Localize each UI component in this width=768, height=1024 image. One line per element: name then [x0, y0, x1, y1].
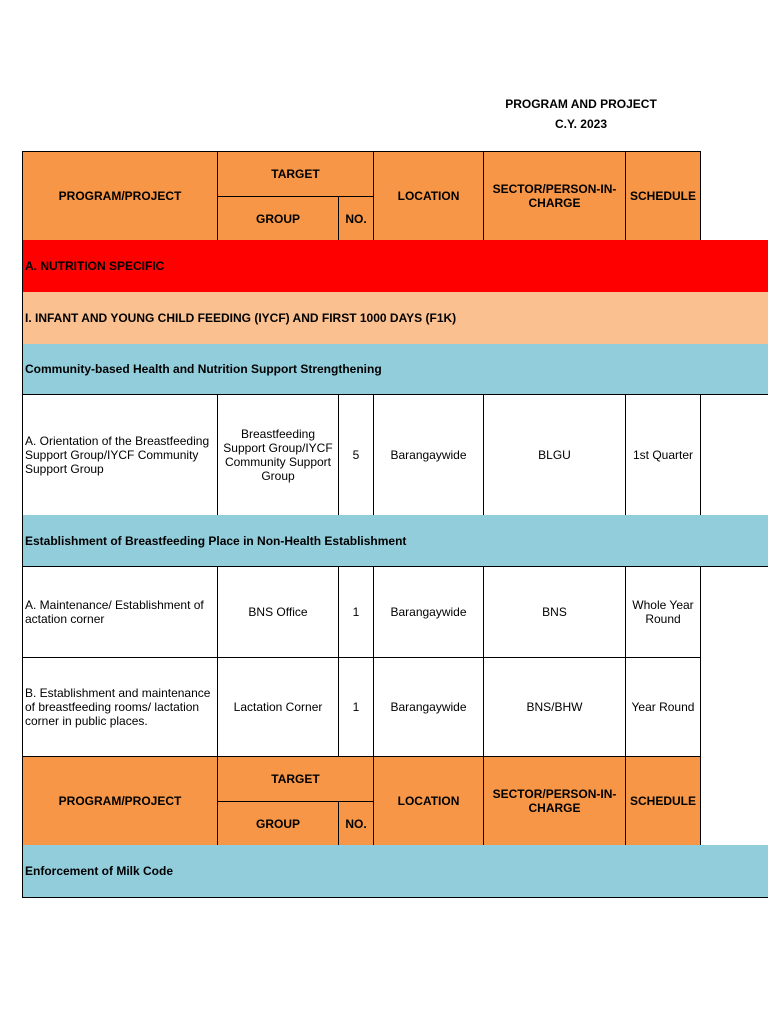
row3-location: Barangaywide: [373, 657, 484, 757]
header2-target: TARGET: [217, 756, 374, 802]
header2-schedule: SCHEDULE: [625, 756, 701, 846]
row2-schedule: Whole Year Round: [625, 566, 701, 658]
header2-group: GROUP: [217, 801, 339, 846]
row3-no: 1: [338, 657, 374, 757]
row1-schedule: 1st Quarter: [625, 394, 701, 516]
row1-program: A. Orientation of the Breastfeeding Support Group/IYCF Community Support Group: [22, 394, 218, 516]
row2-program: A. Maintenance/ Establishment of actation corner: [22, 566, 218, 658]
section-iycf: I. INFANT AND YOUNG CHILD FEEDING (IYCF) AND FIRST 1000 DAYS (F1K): [22, 292, 768, 345]
section-breastfeeding-place: Establishment of Breastfeeding Place in Non-Health Establishment: [22, 515, 768, 567]
header-location: LOCATION: [373, 151, 484, 241]
header-group: GROUP: [217, 196, 339, 241]
row1-group: Breastfeeding Support Group/IYCF Community Support Group: [217, 394, 339, 516]
row2-no: 1: [338, 566, 374, 658]
header-target: TARGET: [217, 151, 374, 197]
header-no: NO.: [338, 196, 374, 241]
header2-sector: SECTOR/PERSON-IN-CHARGE: [483, 756, 626, 846]
header2-no: NO.: [338, 801, 374, 846]
row2-sector: BNS: [483, 566, 626, 658]
row3-sector: BNS/BHW: [483, 657, 626, 757]
section-milk-code: Enforcement of Milk Code: [22, 845, 768, 898]
header2-program: PROGRAM/PROJECT: [22, 756, 218, 846]
row3-group: Lactation Corner: [217, 657, 339, 757]
section-community-support: Community-based Health and Nutrition Support Strengthening: [22, 344, 768, 395]
document-title: [490, 94, 672, 134]
title-line-1: PROGRAM AND PROJECT: [505, 97, 657, 111]
header-schedule: SCHEDULE: [625, 151, 701, 241]
row2-group: BNS Office: [217, 566, 339, 658]
title-line-2: C.Y. 2023: [554, 117, 608, 131]
row1-sector: BLGU: [483, 394, 626, 516]
row2-location: Barangaywide: [373, 566, 484, 658]
row3-program: B. Establishment and maintenance of breastfeeding rooms/ lactation corner in public places.: [22, 657, 218, 757]
header-program: PROGRAM/PROJECT: [22, 151, 218, 241]
section-nutrition-specific: A. NUTRITION SPECIFIC: [22, 240, 768, 293]
header-sector: SECTOR/PERSON-IN-CHARGE: [483, 151, 626, 241]
row3-schedule: Year Round: [625, 657, 701, 757]
row1-no: 5: [338, 394, 374, 516]
header2-location: LOCATION: [373, 756, 484, 846]
row1-location: Barangaywide: [373, 394, 484, 516]
